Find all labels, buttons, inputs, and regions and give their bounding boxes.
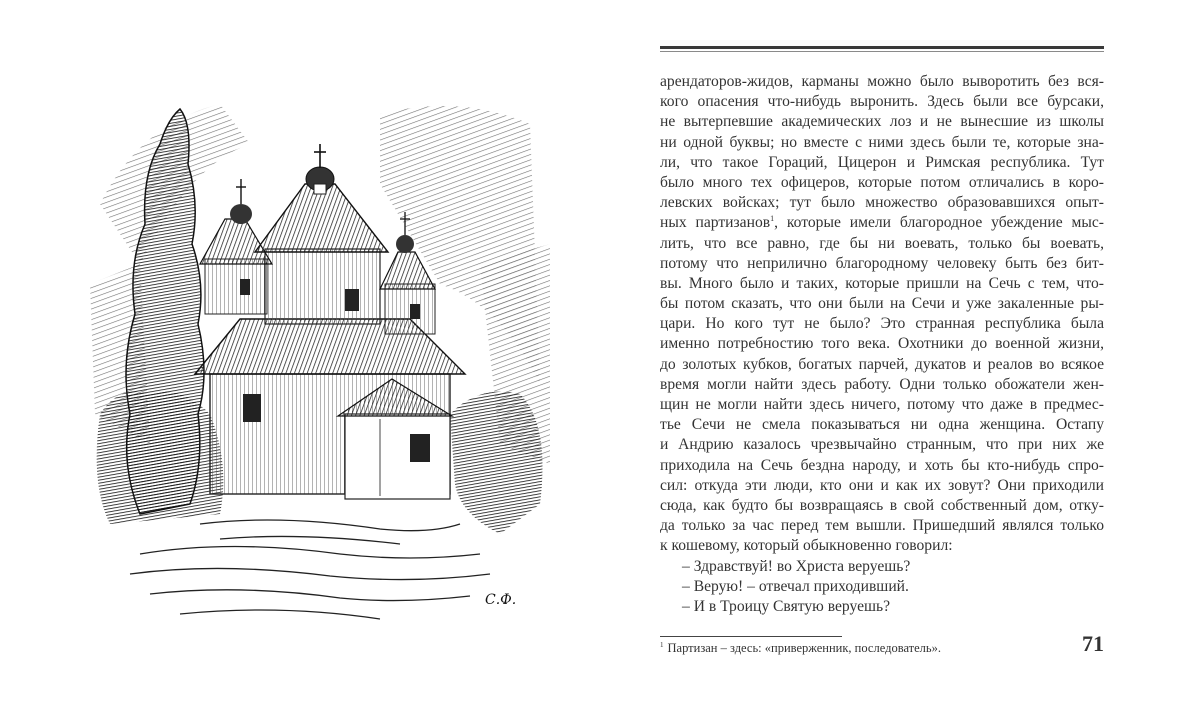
text-line-with-footnote bbox=[660, 213, 1104, 233]
text-line: левских войсках; тут было множество образовавшихся опыт- bbox=[660, 194, 1104, 212]
left-bush bbox=[97, 392, 224, 525]
text-line: арендаторов-жидов, карманы можно было выворотить без вся- bbox=[660, 73, 1104, 90]
header-rule-thin bbox=[660, 51, 1104, 52]
text-line: щин не могли найти здесь ничего, потому что даже в предмес- bbox=[660, 396, 1104, 413]
text-line: бы потом сказать, что они были на Сечи и уже закаленные ры- bbox=[660, 295, 1104, 313]
text-line: да только за час перед тем вышли. Пришедший являлся только bbox=[660, 517, 1104, 535]
text-line: было много тех офицеров, которые потом отличались в коро- bbox=[660, 173, 1104, 191]
text-line: сюда, как будто бы возвращаясь в свой собственный дом, отку- bbox=[660, 496, 1104, 514]
text-line: кого опасения что-нибудь выронить. Здесь были все бурсаки, bbox=[660, 93, 1104, 111]
text-fragment: , которые имели благородное убеждение мыс- bbox=[774, 214, 1104, 232]
artist-signature: С.Ф. bbox=[485, 592, 517, 608]
ground-hatching bbox=[130, 520, 490, 619]
text-line: приходила на Сечь бездна народу, и хоть бы кто-нибудь спро- bbox=[660, 456, 1104, 474]
dialog-line: – Здравствуй! во Христа веруешь? bbox=[682, 557, 911, 575]
right-bush bbox=[450, 392, 543, 535]
text-line: до золотых кубков, богатых парчей, дукатов и реалов во всякое bbox=[660, 355, 1104, 373]
text-line: лить, что все равно, где бы ни воевать, только бы воевать, bbox=[660, 234, 1104, 252]
dialog-line: – Верую! – отвечал приходивший. bbox=[682, 577, 909, 595]
text-line: ни одной буквы; но вместе с ними здесь были те, которые зна- bbox=[660, 133, 1104, 151]
text-line: к кошевому, который обыкновенно говорил: bbox=[660, 537, 953, 555]
footnote-text: Партизан – здесь: «приверженник, последователь». bbox=[667, 641, 941, 655]
text-line: время могли найти здесь работу. Одни только обожатели жен- bbox=[660, 375, 1104, 393]
text-line: ли, что такое Гораций, Цицерон и Римская республика. Тут bbox=[660, 153, 1104, 171]
church-sketch-image bbox=[80, 84, 560, 630]
text-line: сил: откуда эти люди, кто они и как их зовут? Они приходили bbox=[660, 476, 1104, 494]
footnote-separator bbox=[660, 636, 842, 637]
text-line: потому что неприлично благородному человеку быть без бит- bbox=[660, 254, 1104, 272]
footnote bbox=[660, 641, 1060, 656]
footnote-marker: 1 bbox=[660, 640, 664, 649]
header-double-rule bbox=[660, 46, 1104, 52]
church-illustration bbox=[80, 84, 560, 630]
footnote-reference[interactable]: 1 bbox=[770, 214, 775, 224]
text-line: и Андрию казалось чрезвычайно странным, что при них же bbox=[660, 436, 1104, 454]
text-line: вы. Много было и таких, которые пришли на Сечь с тем, что- bbox=[660, 274, 1104, 292]
text-fragment: ных партизанов bbox=[660, 214, 771, 232]
text-line: тье Сечи не смела показываться ни одна женщина. Остапу bbox=[660, 416, 1104, 434]
text-line: цари. Но кого тут не было? Это странная республика была bbox=[660, 315, 1104, 333]
header-rule-thick bbox=[660, 46, 1104, 49]
dialog-line: – И в Троицу Святую веруешь? bbox=[682, 597, 891, 615]
body-text bbox=[660, 72, 1104, 617]
text-line: именно потребностию того века. Охотники до военной жизни, bbox=[660, 335, 1104, 353]
page-number: 71 bbox=[1082, 631, 1104, 656]
text-line: не вытерпевшие академических лоз и не вынесшие из школы bbox=[660, 113, 1104, 131]
